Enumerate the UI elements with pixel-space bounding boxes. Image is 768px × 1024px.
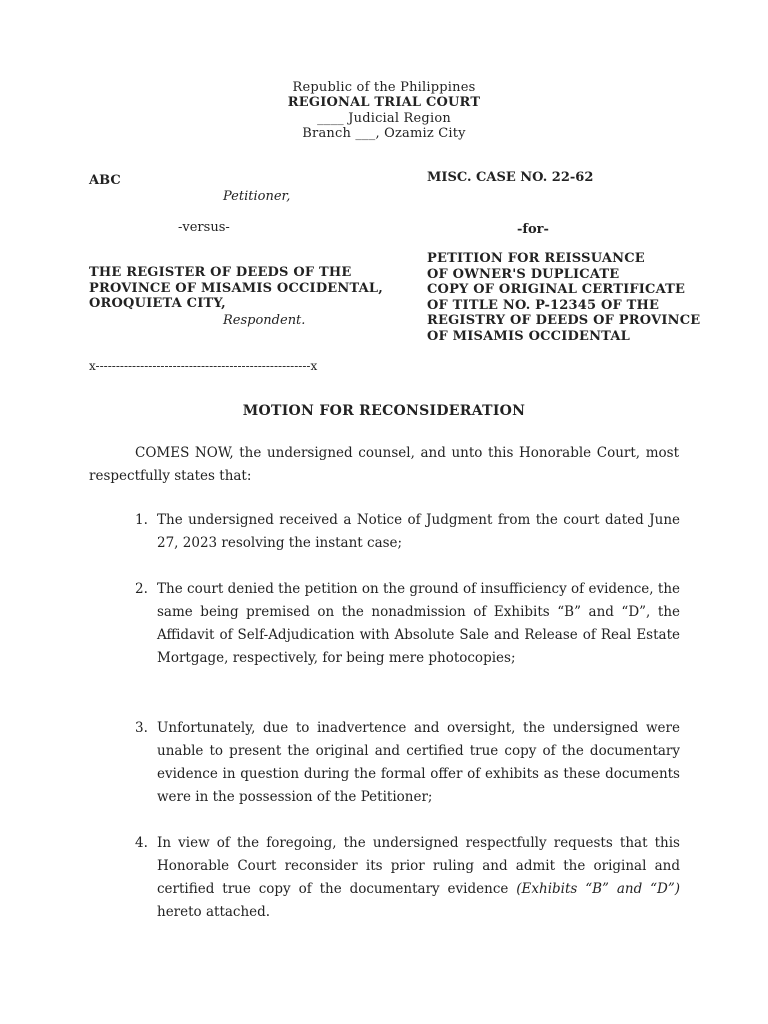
respondent-line: PROVINCE OF MISAMIS OCCIDENTAL, [89,280,383,296]
petition-line: REGISTRY OF DEEDS OF PROVINCE [427,313,701,328]
respondent-line: OROQUIETA CITY, [89,296,226,311]
item-number: 1. [135,512,148,528]
exhibits-reference: (Exhibits “B” and “D”) [516,881,681,897]
caption-separator: x-----------------------------------------------------x [89,359,318,373]
item-text: The undersigned received a Notice of Judgment from the court dated June 27, 2023 resolving the instant case; [157,512,680,551]
for-label: -for- [517,222,549,237]
petitioner-name: ABC [89,173,121,188]
petition-line: OF TITLE NO. P-12345 OF THE [427,297,660,313]
respondent-role: Respondent. [223,313,306,328]
petition-line: OF MISAMIS OCCIDENTAL [427,328,630,344]
case-number: MISC. CASE NO. 22-62 [427,170,594,185]
list-item [135,832,680,924]
item-text-end: hereto attached. [157,904,271,920]
court-name: REGIONAL TRIAL COURT [287,95,481,110]
petition-line: PETITION FOR REISSUANCE [427,251,645,266]
item-number: 2. [135,581,148,597]
list-item [135,717,680,809]
respondent-line: THE REGISTER OF DEEDS OF THE [89,265,352,280]
item-text-main: In view of the foregoing, the undersigned respectfully requests that this Honorable Court reconsider its prior ruling and admit the original and certified true copy of the documentary evidence [157,835,680,897]
item-text: Unfortunately, due to inadvertence and oversight, the undersigned were unable to present the original and certified true copy of the documentary evidence in question during the formal offer of exhibits as these documents were in the possession of the Petitioner; [157,720,680,805]
republic-line: Republic of the Philippines [292,80,476,95]
intro-paragraph: COMES NOW, the undersigned counsel, and unto this Honorable Court, most respectfully states that: [89,445,679,484]
list-item [135,509,680,555]
petitioner-role: Petitioner, [223,189,291,204]
respondent-name [89,265,383,312]
petition-title [427,251,747,344]
petition-line: COPY OF ORIGINAL CERTIFICATE [427,282,686,297]
item-text: The court denied the petition on the ground of insufficiency of evidence, the same being premised on the nonadmission of Exhibits “B” and “D”, the Affidavit of Self-Adjudication with Absolute Sale and Release of Real Estate Mortgage, respectively, for being mere photocopies; [157,581,680,666]
judicial-region: ____ Judicial Region [317,111,451,126]
item-number: 3. [135,720,148,736]
versus-label: -versus- [178,220,230,235]
item-text [157,832,680,924]
list-item [135,578,680,670]
branch-line: Branch ___, Ozamiz City [302,126,466,141]
item-number: 4. [135,835,148,851]
petition-line: OF OWNER'S DUPLICATE [427,266,620,282]
motion-title: MOTION FOR RECONSIDERATION [242,403,526,419]
